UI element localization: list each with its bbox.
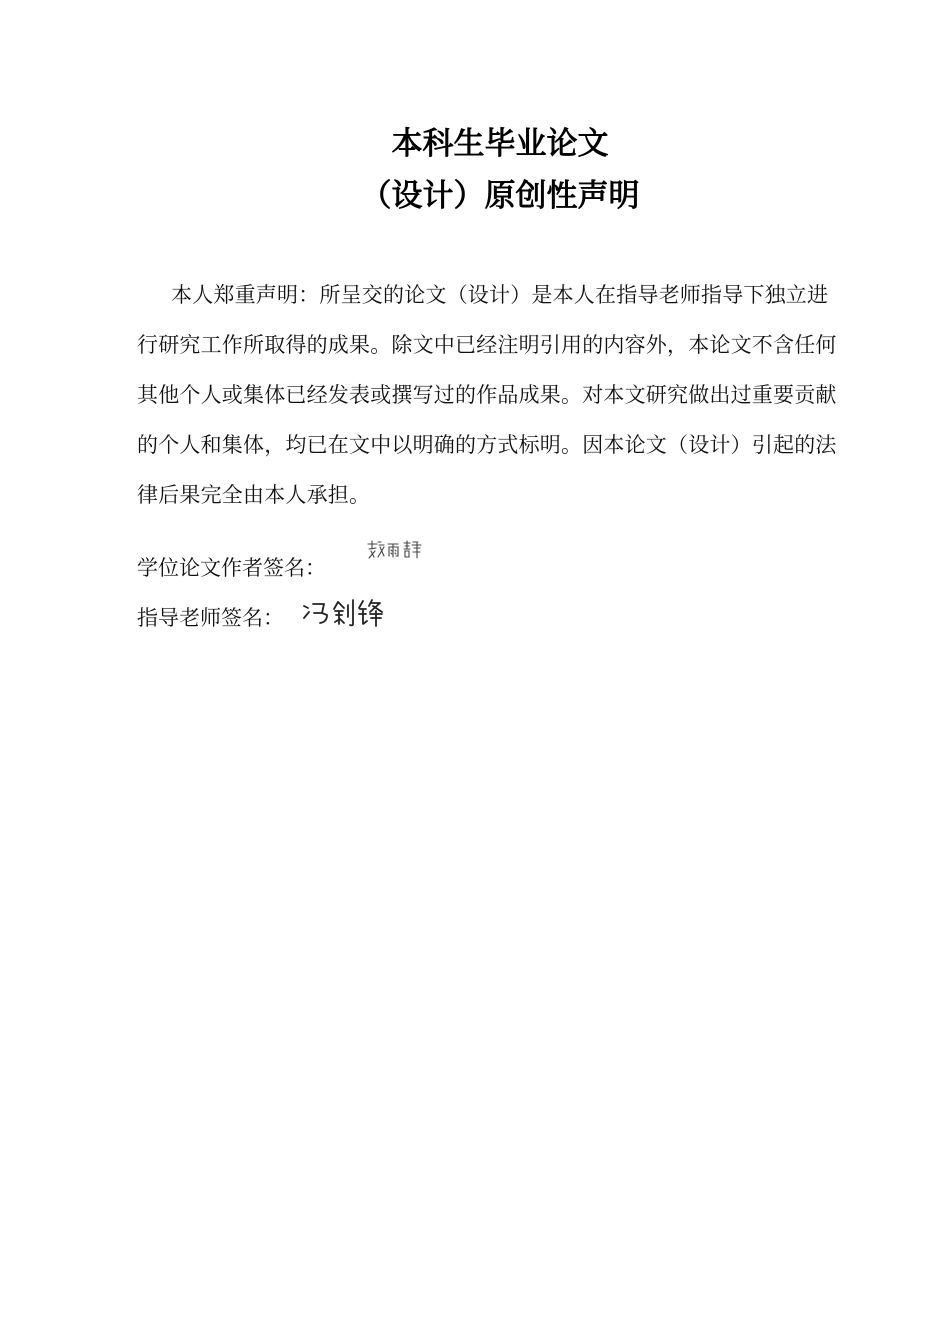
title-line-1: 本科生毕业论文 [391,126,609,162]
advisor-signature-label: 指导老师签名： [137,606,284,630]
advisor-handwritten-signature [300,596,400,630]
author-handwritten-signature [365,538,425,562]
author-signature-label: 学位论文作者签名： [137,556,326,580]
declaration-statement: 本人郑重声明：所呈交的论文（设计）是本人在指导老师指导下独立进行研究工作所取得的成果。除文中已经注明引用的内容外，本论文不含任何其他个人或集体已经发表或撰写过的作品成果。对本文研究做出过重要贡献的个人和集体，均已在文中以明确的方式标明。因本论文（设计）引起的法律后果完全由本人承担。 [137,283,837,507]
title-line-2: （设计）原创性声明 [360,178,640,214]
document-title [0,118,950,222]
